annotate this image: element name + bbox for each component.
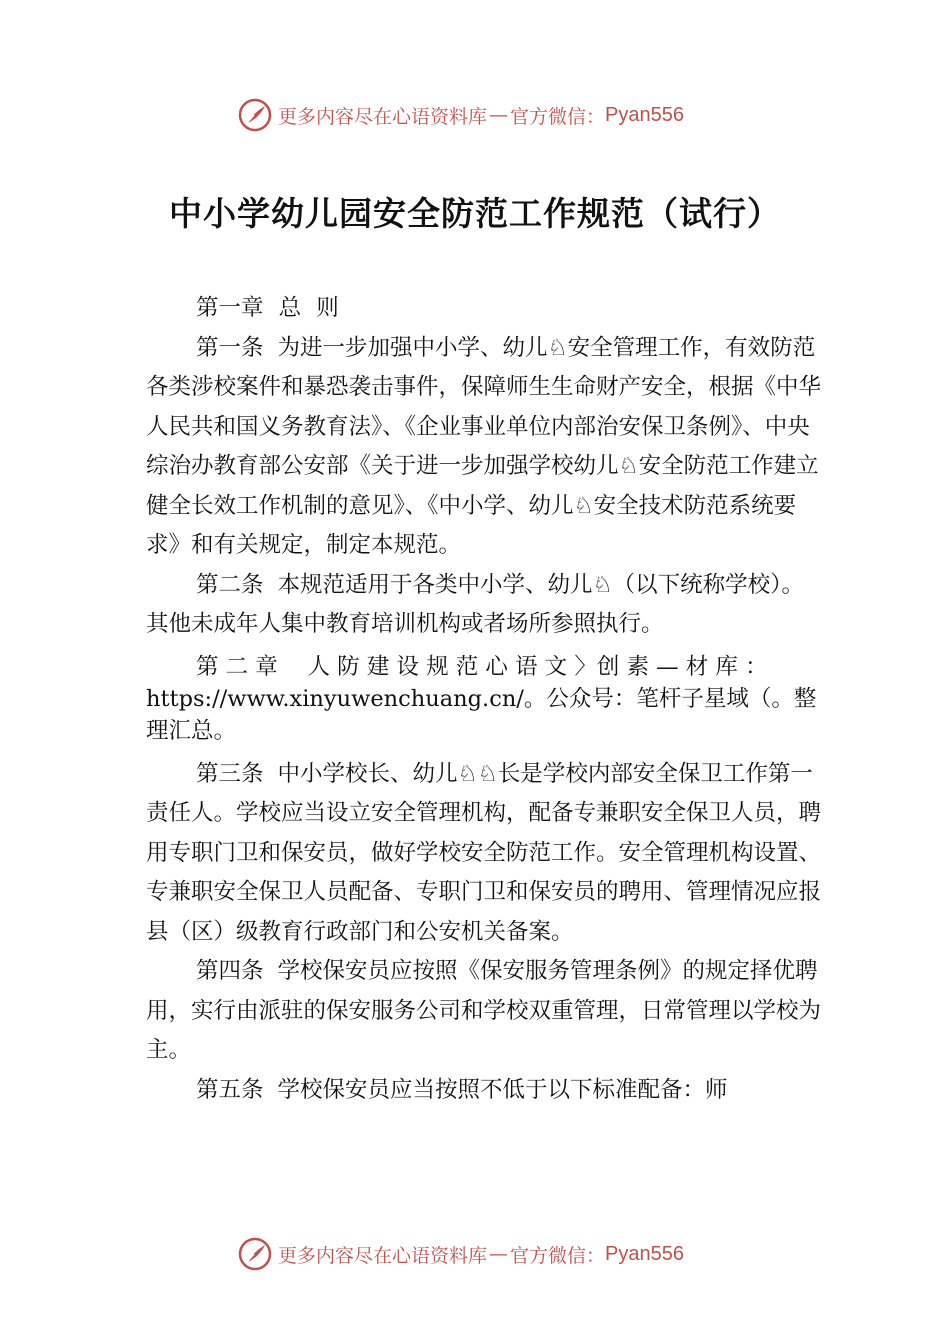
article-5-label: 第五条 bbox=[196, 1076, 264, 1103]
article-4 bbox=[146, 952, 826, 1071]
quill-logo-icon bbox=[238, 98, 272, 132]
promo-paragraph: 第 二 章 人 防 建 设 规 范 心 语 文 〉创 素 — 材 库 ：https://www.xinyuwenchuang.cn/。公众号：笔杆子星域（。整理汇总。 bbox=[146, 653, 817, 744]
document-body bbox=[146, 289, 826, 1110]
banner-wechat-label: 官方微信： bbox=[510, 1244, 606, 1267]
article-5-text: 学校保安员应当按照不低于以下标准配备：师 bbox=[277, 1076, 728, 1103]
banner-wechat-label: 官方微信： bbox=[510, 105, 606, 128]
banner-separator: — bbox=[489, 1243, 509, 1265]
article-2 bbox=[146, 566, 826, 645]
article-2-label: 第二条 bbox=[196, 571, 264, 598]
article-3 bbox=[146, 755, 826, 953]
banner-text: 更多内容尽在心语资料库 bbox=[278, 1244, 488, 1267]
article-1 bbox=[146, 329, 826, 566]
quill-logo-icon bbox=[238, 1237, 272, 1271]
article-1-text: 为进一步加强中小学、幼儿♘安全管理工作，有效防范各类涉校案件和暴恐袭击事件，保障师生生命财产安全，根据《中华人民共和国义务教育法》、《企业事业单位内部治安保卫条例》、中央综治办教育部公安部《关于进一步加强学校幼儿♘安全防范工作建立健全长效工作机制的意见》、《中小学、幼儿♘安全技术防范系统要求》和有关规定，制定本规范。 bbox=[146, 334, 822, 558]
article-4-text: 学校保安员应按照《保安服务管理条例》的规定择优聘用，实行由派驻的保安服务公司和学校双重管理，日常管理以学校为主。 bbox=[146, 958, 822, 1063]
banner-account: Pyan556 bbox=[605, 103, 684, 126]
header-watermark-banner bbox=[238, 95, 684, 135]
article-1-label: 第一条 bbox=[196, 334, 264, 361]
article-3-text: 中小学校长、幼儿♘♘长是学校内部安全保卫工作第一责任人。学校应当设立安全管理机构，配备专兼职安全保卫人员，聘用专职门卫和保安员，做好学校安全防范工作。安全管理机构设置、专兼职安全保卫人员配备、专职门卫和保安员的聘用、管理情况应报县（区）级教育行政部门和公安机关备案。 bbox=[146, 760, 822, 945]
article-2-text: 本规范适用于各类中小学、幼儿♘（以下统称学校）。其他未成年人集中教育培训机构或者场所参照执行。 bbox=[146, 571, 804, 637]
banner-account: Pyan556 bbox=[605, 1242, 684, 1265]
article-4-label: 第四条 bbox=[196, 958, 264, 984]
article-3-label: 第三条 bbox=[196, 760, 264, 787]
banner-separator: — bbox=[489, 104, 509, 126]
footer-watermark-banner bbox=[238, 1234, 684, 1274]
chapter-heading: 第一章 总 则 bbox=[196, 295, 339, 321]
article-5 bbox=[146, 1071, 826, 1111]
document-title: 中小学幼儿园安全防范工作规范（试行） bbox=[169, 194, 781, 233]
banner-text: 更多内容尽在心语资料库 bbox=[278, 105, 488, 128]
